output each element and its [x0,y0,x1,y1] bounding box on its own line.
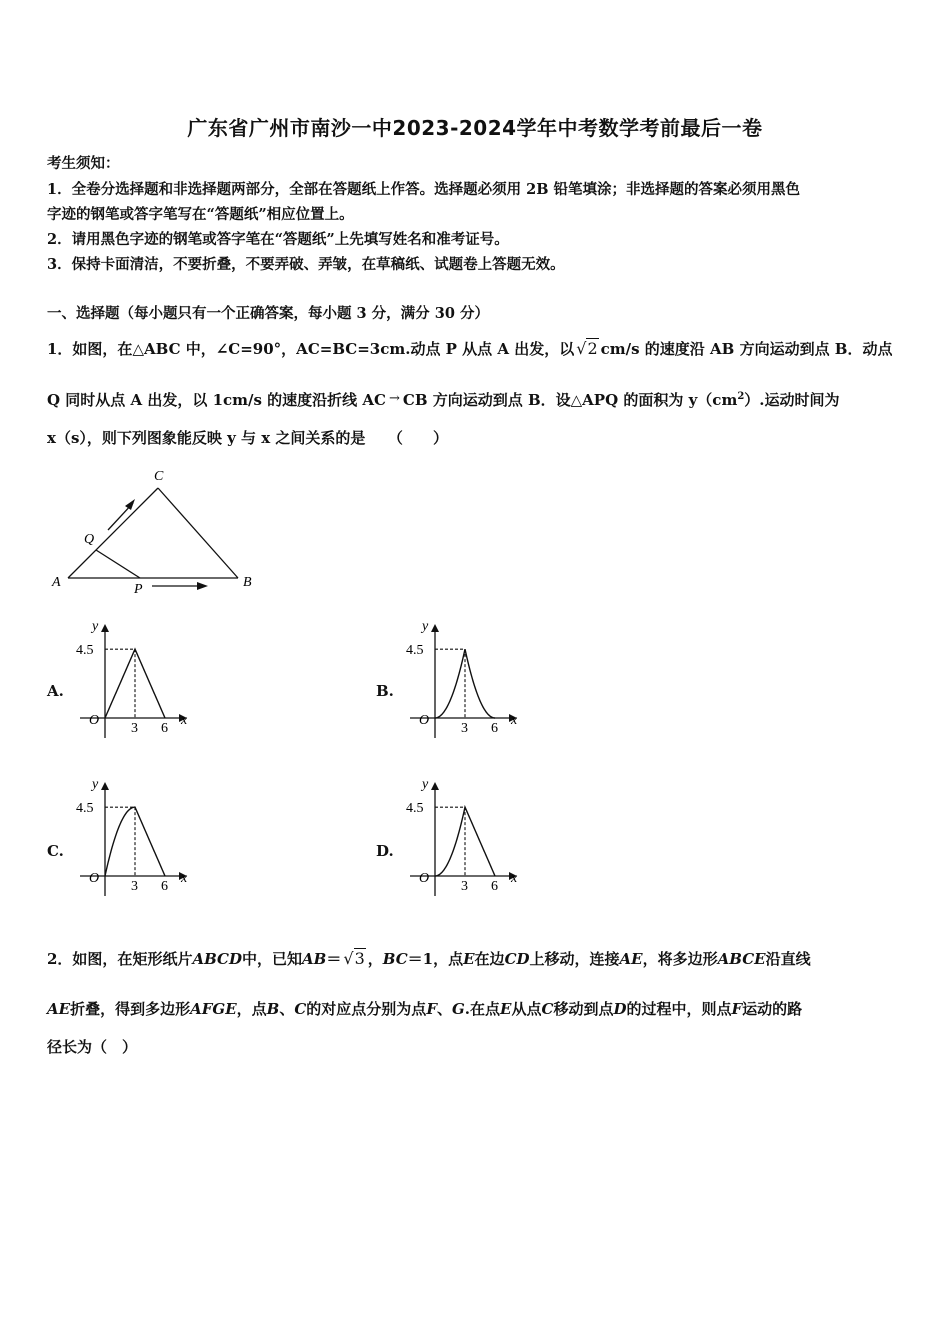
q1-line-1 [47,338,892,359]
y-tick-label: 4.5 [406,801,424,817]
label-q: Q [84,532,95,547]
page-title: 广东省广州市南沙一中2023-2024学年中考数学考前最后一卷 [187,116,763,140]
q2-line-1 [47,948,811,969]
q2-cd: CD [504,950,530,968]
label-p: P [134,582,143,597]
q1-text-2c: ）.运动时间为 [744,391,840,409]
arrow-q-head [125,499,135,510]
y-axis-arrow [431,782,439,790]
q2-e2: E [500,1000,512,1018]
q2-afge: AFGE [190,1000,237,1018]
arrow-p-head [197,582,208,590]
origin-label: O [419,713,430,728]
origin-label: O [89,871,100,886]
q1-line-2 [47,389,840,410]
q2-t13: 、 [436,1000,452,1018]
q2-line-2 [47,998,802,1019]
q2-t7: ，将多边形 [642,950,718,968]
q2-eq: ＝ [326,950,342,968]
q2-t17: 的过程中，则点 [626,1000,732,1018]
x-tick-3: 3 [461,879,468,894]
q2-bc: BC [382,950,408,968]
q2-e: E [463,950,475,968]
q1-line-3: x（s），则下列图象能反映 y 与 x 之间关系的是 （ ） [47,429,448,447]
q2-line-3: 径长为（ ） [47,1038,138,1056]
q2-t18: 运动的路 [742,1000,803,1018]
q2-t8: 沿直线 [765,950,811,968]
q2-f2: F [731,1000,743,1018]
x-axis-label: x [511,871,518,886]
q2-t11: 、 [279,1000,295,1018]
q2-t4: ＝1，点 [407,950,464,968]
y-axis-label: y [422,619,429,634]
y-axis-label: y [92,777,99,792]
y-tick-label: 4.5 [76,801,94,817]
y-axis-label: y [92,619,99,634]
q2-t6: 上移动，连接 [529,950,620,968]
origin-label: O [419,871,430,886]
label-c: C [154,469,164,484]
q2-t10: ，点 [236,1000,267,1018]
notice-item-1a: 1．全卷分选择题和非选择题两部分，全部在答题纸上作答。选择题必须用 2B 铅笔填涂；非选择题的答案必须用黑色 [47,181,801,198]
x-tick-6: 6 [161,721,168,736]
option-a-label[interactable]: A. [47,682,64,700]
x-tick-6: 6 [161,879,168,894]
q2-ae2: AE [47,1000,71,1018]
x-tick-3: 3 [131,879,138,894]
option-d-graph[interactable] [405,772,530,900]
notice-item-1b: 字迹的钢笔或答字笔写在“答题纸”相应位置上。 [47,206,354,223]
triangle-figure [40,462,270,597]
q2-c2: C [541,1000,554,1018]
y-axis-arrow [101,782,109,790]
q2-d: D [613,1000,627,1018]
y-axis-label: y [422,777,429,792]
q2-c: C [294,1000,307,1018]
notice-item-3: 3．保持卡面清洁，不要折叠，不要弄破、弄皱，在草稿纸、试题卷上答题无效。 [47,256,565,273]
q2-t15: 从点 [511,1000,542,1018]
x-tick-6: 6 [491,721,498,736]
q2-ae: AE [619,950,643,968]
origin-label: O [89,713,100,728]
label-b: B [243,575,252,590]
option-c-graph[interactable] [75,772,200,900]
q2-t1: 2．如图，在矩形纸片 [47,950,193,968]
label-a: A [52,575,61,590]
notice-item-2: 2．请用黑色字迹的钢笔或答字笔在“答题纸”上先填写姓名和准考证号。 [47,231,509,248]
q1-arrow: → [388,391,400,406]
side-cb [158,488,238,578]
q2-t2: 中，已知 [242,950,303,968]
segment-qp [96,550,140,578]
q2-ab: AB [302,950,327,968]
x-axis-label: x [181,871,188,886]
x-tick-3: 3 [131,721,138,736]
notice-heading: 考生须知： [47,155,120,172]
q2-sqrt: √3 [343,949,365,968]
q2-abcd: ABCD [192,950,242,968]
q1-text-2a: Q 同时从点 A 出发，以 1cm/s 的速度沿折线 AC [47,391,386,409]
x-axis-label: x [511,713,518,728]
q1-text-2b: CB 方向运动到点 B．设△APQ 的面积为 y（cm [402,391,738,409]
y-axis-arrow [101,624,109,632]
y-tick-label: 4.5 [406,643,424,659]
q2-t16: 移动到点 [553,1000,614,1018]
q2-t12: 的对应点分别为点 [306,1000,427,1018]
q1-sup: 2 [737,391,745,402]
q2-t9: 折叠，得到多边形 [70,1000,191,1018]
y-axis-arrow [431,624,439,632]
q2-t5: 在边 [474,950,505,968]
x-tick-3: 3 [461,721,468,736]
x-axis-label: x [181,713,188,728]
side-ac [68,488,158,578]
q2-g: G [451,1000,465,1018]
q2-abce: ABCE [717,950,766,968]
q1-sqrt: √2 [576,339,598,358]
option-c-label[interactable]: C. [47,842,64,860]
q2-t3: ， [367,950,383,968]
option-b-graph[interactable] [405,614,530,742]
q2-b: B [266,1000,280,1018]
option-b-label[interactable]: B. [376,682,394,700]
x-tick-6: 6 [491,879,498,894]
q2-f: F [426,1000,437,1018]
q1-text-1a: 1．如图，在△ABC 中，∠C=90°，AC=BC=3cm.动点 P 从点 A 出发，以 [47,340,575,358]
q1-text-1b: cm/s 的速度沿 AB 方向运动到点 B．动点 [600,340,893,358]
q2-t14: .在点 [464,1000,501,1018]
y-tick-label: 4.5 [76,643,94,659]
option-a-graph[interactable] [75,614,200,742]
option-d-label[interactable]: D. [376,842,394,860]
section-heading: 一、选择题（每小题只有一个正确答案，每小题 3 分，满分 30 分） [47,305,489,322]
